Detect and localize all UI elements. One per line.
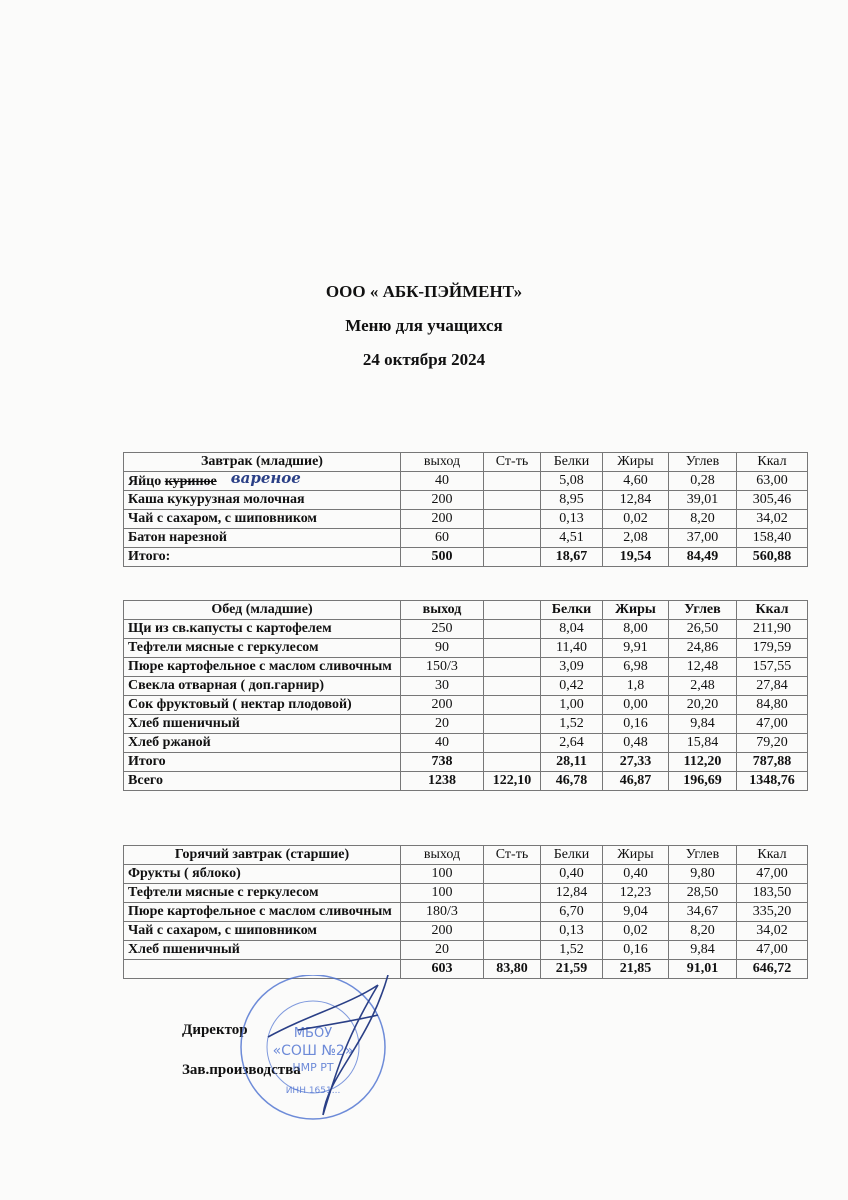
value-cell: 24,86 (669, 639, 737, 658)
value-cell: 4,60 (603, 472, 669, 491)
column-header: Белки (541, 453, 603, 472)
handwritten-note: вареное (230, 469, 301, 487)
value-cell (484, 658, 541, 677)
dish-name (124, 620, 401, 639)
value-cell: 20,20 (669, 696, 737, 715)
value-cell: 211,90 (737, 620, 808, 639)
value-cell: 34,02 (737, 922, 808, 941)
table-row (124, 696, 808, 715)
value-cell: 40 (401, 472, 484, 491)
value-cell: 39,01 (669, 491, 737, 510)
table-header-row (124, 601, 808, 620)
table-row (124, 960, 808, 979)
value-cell (484, 903, 541, 922)
svg-text:НМР РТ: НМР РТ (292, 1061, 334, 1074)
value-cell: 30 (401, 677, 484, 696)
dish-name-text: Пюре картофельное с маслом сливочным (128, 904, 392, 919)
dish-name (124, 548, 401, 567)
value-cell: 787,88 (737, 753, 808, 772)
value-cell: 83,80 (484, 960, 541, 979)
value-cell: 19,54 (603, 548, 669, 567)
table-row (124, 548, 808, 567)
value-cell (484, 753, 541, 772)
value-cell (484, 715, 541, 734)
value-cell: 21,85 (603, 960, 669, 979)
value-cell: 738 (401, 753, 484, 772)
value-cell: 0,02 (603, 510, 669, 529)
dish-name (124, 903, 401, 922)
value-cell: 47,00 (737, 865, 808, 884)
value-cell: 12,48 (669, 658, 737, 677)
table-row (124, 941, 808, 960)
dish-name (124, 753, 401, 772)
dish-name-text: Фрукты ( яблоко) (128, 866, 241, 881)
dish-name (124, 696, 401, 715)
column-header: Ккал (737, 453, 808, 472)
value-cell: 47,00 (737, 941, 808, 960)
dish-name-text: Итого: (128, 549, 171, 564)
value-cell: 12,84 (603, 491, 669, 510)
menu-date: 24 октября 2024 (362, 350, 486, 369)
dish-name-text: Сок фруктовый ( нектар плодовой) (128, 697, 352, 712)
dish-name (124, 715, 401, 734)
value-cell: 180/3 (401, 903, 484, 922)
company-name: ООО « АБК-ПЭЙМЕНТ» (325, 282, 523, 301)
value-cell: 90 (401, 639, 484, 658)
value-cell: 158,40 (737, 529, 808, 548)
value-cell: 200 (401, 922, 484, 941)
dish-name-text: Тефтели мясные с геркулесом (128, 885, 319, 900)
value-cell: 34,02 (737, 510, 808, 529)
value-cell (484, 529, 541, 548)
table-row (124, 753, 808, 772)
value-cell: 0,40 (603, 865, 669, 884)
table-row (124, 865, 808, 884)
value-cell: 157,55 (737, 658, 808, 677)
value-cell: 34,67 (669, 903, 737, 922)
value-cell: 27,84 (737, 677, 808, 696)
value-cell: 4,51 (541, 529, 603, 548)
column-header: Жиры (603, 846, 669, 865)
value-cell: 1348,76 (737, 772, 808, 791)
dish-name (124, 491, 401, 510)
value-cell: 15,84 (669, 734, 737, 753)
junior-breakfast-table (123, 452, 808, 567)
value-cell: 335,20 (737, 903, 808, 922)
column-header: выход (401, 601, 484, 620)
value-cell: 0,28 (669, 472, 737, 491)
value-cell: 46,87 (603, 772, 669, 791)
table-row (124, 922, 808, 941)
document-title: Меню для учащихся (345, 316, 503, 335)
value-cell: 112,20 (669, 753, 737, 772)
value-cell (484, 677, 541, 696)
column-header: Углев (669, 453, 737, 472)
value-cell: 0,13 (541, 922, 603, 941)
table-header-row (124, 453, 808, 472)
dish-name-text: Каша кукурузная молочная (128, 492, 305, 507)
column-header: Жиры (603, 601, 669, 620)
value-cell: 28,50 (669, 884, 737, 903)
dish-name-text: Хлеб пшеничный (128, 942, 240, 957)
value-cell: 150/3 (401, 658, 484, 677)
svg-text:«СОШ №2»: «СОШ №2» (272, 1043, 354, 1059)
column-header: выход (401, 453, 484, 472)
value-cell: 9,91 (603, 639, 669, 658)
value-cell: 0,02 (603, 922, 669, 941)
value-cell: 46,78 (541, 772, 603, 791)
table-row (124, 510, 808, 529)
value-cell: 0,16 (603, 715, 669, 734)
value-cell: 1238 (401, 772, 484, 791)
dish-name-text: Свекла отварная ( доп.гарнир) (128, 678, 325, 693)
value-cell (484, 548, 541, 567)
value-cell: 8,00 (603, 620, 669, 639)
value-cell: 12,23 (603, 884, 669, 903)
table-header-row (124, 846, 808, 865)
table-row (124, 658, 808, 677)
production-manager-label: Зав.производства (182, 1062, 301, 1078)
value-cell: 560,88 (737, 548, 808, 567)
value-cell: 1,8 (603, 677, 669, 696)
value-cell: 21,59 (541, 960, 603, 979)
official-stamp (228, 975, 428, 1125)
dish-name-text: Тефтели мясные с геркулесом (128, 640, 319, 655)
value-cell: 18,67 (541, 548, 603, 567)
table-row (124, 639, 808, 658)
value-cell: 200 (401, 696, 484, 715)
value-cell: 9,84 (669, 941, 737, 960)
value-cell: 37,00 (669, 529, 737, 548)
value-cell: 196,69 (669, 772, 737, 791)
dish-name (124, 922, 401, 941)
column-header: Горячий завтрак (старшие) (124, 846, 401, 865)
value-cell: 500 (401, 548, 484, 567)
value-cell: 2,64 (541, 734, 603, 753)
value-cell: 1,00 (541, 696, 603, 715)
dish-name (124, 734, 401, 753)
director-signature-label: Директор (182, 1022, 248, 1038)
value-cell (484, 620, 541, 639)
value-cell: 0,00 (603, 696, 669, 715)
value-cell (484, 734, 541, 753)
column-header: Жиры (603, 453, 669, 472)
value-cell: 0,16 (603, 941, 669, 960)
column-header: Белки (541, 846, 603, 865)
table-row (124, 734, 808, 753)
value-cell: 0,42 (541, 677, 603, 696)
value-cell: 79,20 (737, 734, 808, 753)
dish-name (124, 529, 401, 548)
table-row (124, 715, 808, 734)
dish-name-text: Чай с сахаром, с шиповником (128, 923, 317, 938)
value-cell (484, 922, 541, 941)
value-cell: 0,13 (541, 510, 603, 529)
value-cell: 1,52 (541, 715, 603, 734)
value-cell: 8,20 (669, 922, 737, 941)
dish-name (124, 941, 401, 960)
value-cell: 179,59 (737, 639, 808, 658)
dish-name-text: Хлеб ржаной (128, 735, 211, 750)
value-cell: 28,11 (541, 753, 603, 772)
value-cell: 200 (401, 491, 484, 510)
value-cell: 84,49 (669, 548, 737, 567)
value-cell: 60 (401, 529, 484, 548)
column-header: Обед (младшие) (124, 601, 401, 620)
column-header: Ст-ть (484, 846, 541, 865)
value-cell: 3,09 (541, 658, 603, 677)
table-row (124, 677, 808, 696)
dish-name (124, 884, 401, 903)
value-cell: 2,08 (603, 529, 669, 548)
struck-text: куриное (164, 474, 217, 489)
senior-breakfast-table (123, 845, 808, 979)
junior-lunch-table (123, 600, 808, 791)
value-cell: 40 (401, 734, 484, 753)
dish-name (124, 658, 401, 677)
table-row (124, 620, 808, 639)
value-cell (484, 639, 541, 658)
dish-name-text: Чай с сахаром, с шиповником (128, 511, 317, 526)
value-cell: 47,00 (737, 715, 808, 734)
value-cell: 8,20 (669, 510, 737, 529)
column-header: Ст-ть (484, 453, 541, 472)
column-header (484, 601, 541, 620)
value-cell: 6,98 (603, 658, 669, 677)
value-cell (484, 472, 541, 491)
dish-name-text: Щи из св.капусты с картофелем (128, 621, 332, 636)
svg-text:ИНН 1651...: ИНН 1651... (285, 1086, 341, 1096)
dish-name-text: Итого (128, 754, 166, 769)
column-header: выход (401, 846, 484, 865)
value-cell: 84,80 (737, 696, 808, 715)
value-cell (484, 941, 541, 960)
value-cell: 20 (401, 715, 484, 734)
value-cell: 6,70 (541, 903, 603, 922)
value-cell: 8,95 (541, 491, 603, 510)
value-cell: 8,04 (541, 620, 603, 639)
table-row (124, 772, 808, 791)
dish-name-text: Всего (128, 773, 163, 788)
value-cell: 11,40 (541, 639, 603, 658)
value-cell: 1,52 (541, 941, 603, 960)
value-cell: 9,84 (669, 715, 737, 734)
value-cell: 26,50 (669, 620, 737, 639)
value-cell: 0,40 (541, 865, 603, 884)
value-cell: 12,84 (541, 884, 603, 903)
value-cell: 2,48 (669, 677, 737, 696)
value-cell (484, 865, 541, 884)
value-cell: 305,46 (737, 491, 808, 510)
column-header: Белки (541, 601, 603, 620)
value-cell: 646,72 (737, 960, 808, 979)
value-cell: 20 (401, 941, 484, 960)
dish-name (124, 639, 401, 658)
value-cell: 183,50 (737, 884, 808, 903)
dish-name (124, 677, 401, 696)
svg-text:МБОУ: МБОУ (293, 1026, 333, 1041)
table-row (124, 903, 808, 922)
value-cell: 250 (401, 620, 484, 639)
column-header: Углев (669, 601, 737, 620)
value-cell: 63,00 (737, 472, 808, 491)
dish-name-text: Батон нарезной (128, 530, 227, 545)
dish-name-text: Хлеб пшеничный (128, 716, 240, 731)
column-header: Ккал (737, 846, 808, 865)
dish-name-text: Пюре картофельное с маслом сливочным (128, 659, 392, 674)
dish-name (124, 865, 401, 884)
value-cell: 122,10 (484, 772, 541, 791)
value-cell (484, 696, 541, 715)
value-cell (484, 884, 541, 903)
value-cell: 27,33 (603, 753, 669, 772)
value-cell: 100 (401, 884, 484, 903)
dish-name (124, 510, 401, 529)
value-cell: 9,80 (669, 865, 737, 884)
table-row (124, 529, 808, 548)
dish-name (124, 772, 401, 791)
value-cell (484, 510, 541, 529)
dish-name-text: Яйцо (128, 474, 162, 489)
column-header: Углев (669, 846, 737, 865)
column-header: Завтрак (младшие) (124, 453, 401, 472)
value-cell: 0,48 (603, 734, 669, 753)
dish-name (124, 469, 401, 491)
value-cell: 603 (401, 960, 484, 979)
value-cell: 200 (401, 510, 484, 529)
column-header: Ккал (737, 601, 808, 620)
value-cell: 100 (401, 865, 484, 884)
table-row (124, 884, 808, 903)
value-cell: 9,04 (603, 903, 669, 922)
value-cell: 91,01 (669, 960, 737, 979)
table-row (124, 472, 808, 491)
table-row (124, 491, 808, 510)
value-cell: 5,08 (541, 472, 603, 491)
value-cell (484, 491, 541, 510)
